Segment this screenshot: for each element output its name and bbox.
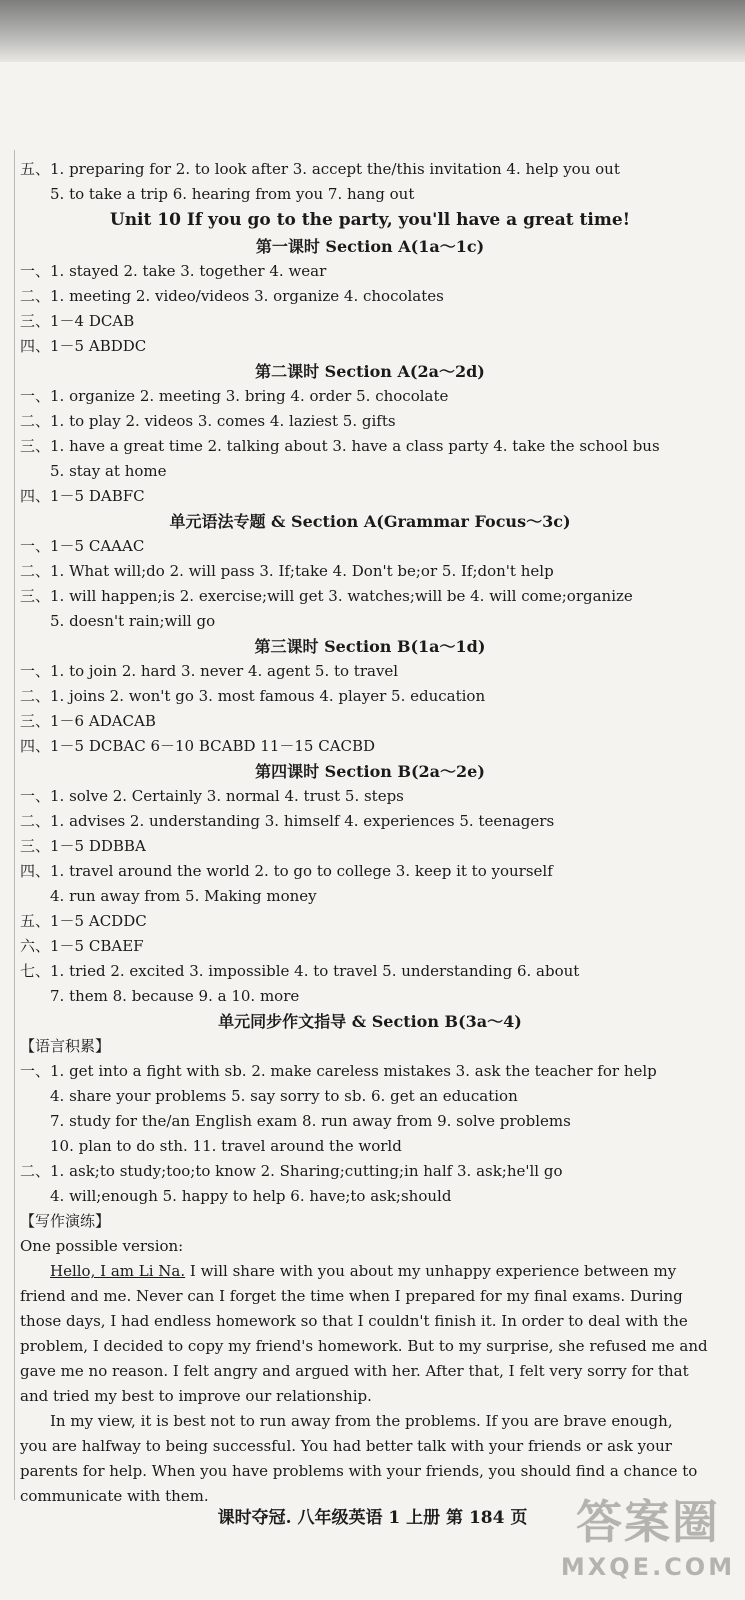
unit-title: Unit 10 If you go to the party, you'll have a great time! xyxy=(109,210,631,230)
binding-margin-line xyxy=(14,150,15,1500)
answer-line: 五、1. preparing for 2. to look after 3. accept the/this invitation 4. help you out xyxy=(20,160,620,178)
answer-line-continued: 5. doesn't rain;will go xyxy=(50,612,216,630)
answer-line: 一、1. to join 2. hard 3. never 4. agent 5. to travel xyxy=(20,662,399,680)
scan-top-shadow xyxy=(0,0,745,62)
answer-line-continued: 10. plan to do sth. 11. travel around the world xyxy=(50,1137,402,1155)
essay-line: those days, I had endless homework so that I couldn't finish it. In order to deal with the xyxy=(20,1312,688,1330)
answer-line: 七、1. tried 2. excited 3. impossible 4. to travel 5. understanding 6. about xyxy=(20,962,580,980)
essay-line: problem, I decided to copy my friend's homework. But to my surprise, she refused me and xyxy=(20,1337,708,1355)
answer-line-continued: 7. study for the/an English exam 8. run away from 9. solve problems xyxy=(50,1112,571,1130)
answer-key-content xyxy=(20,157,720,1509)
answer-line: 六、1－5 CBAEF xyxy=(20,937,144,955)
site-watermark xyxy=(559,1492,737,1592)
essay-line: communicate with them. xyxy=(20,1487,209,1505)
answer-line: 三、1. will happen;is 2. exercise;will get 3. watches;will be 4. will come;organize xyxy=(20,587,633,605)
section-heading: 单元同步作文指导 & Section B(3a～4) xyxy=(218,1012,522,1031)
answer-line: 三、1－6 ADACAB xyxy=(20,712,156,730)
essay-greeting: Hello, I am Li Na. xyxy=(50,1262,186,1280)
answer-line: 二、1. meeting 2. video/videos 3. organize 4. chocolates xyxy=(20,287,444,305)
answer-line: 三、1. have a great time 2. talking about 3. have a class party 4. take the school bus xyxy=(20,437,660,455)
answer-line: 一、1. solve 2. Certainly 3. normal 4. trust 5. steps xyxy=(20,787,404,805)
answer-line-continued: 5. stay at home xyxy=(50,462,167,480)
watermark-url: MXQE.COM xyxy=(560,1553,736,1581)
answer-line: One possible version: xyxy=(20,1237,184,1255)
section-heading: 第三课时 Section B(1a～1d) xyxy=(254,637,486,656)
answer-line: 二、1. ask;to study;too;to know 2. Sharing;cutting;in half 3. ask;he'll go xyxy=(20,1162,563,1180)
essay-first-line-text: I will share with you about my unhappy experience between my xyxy=(185,1262,677,1280)
answer-line-continued: 4. will;enough 5. happy to help 6. have;to ask;should xyxy=(50,1187,452,1205)
answer-line: 三、1－4 DCAB xyxy=(20,312,135,330)
answer-line-continued: 7. them 8. because 9. a 10. more xyxy=(50,987,300,1005)
answer-line: 【语言积累】 xyxy=(20,1037,111,1055)
answer-line: 一、1. stayed 2. take 3. together 4. wear xyxy=(20,262,327,280)
essay-line: parents for help. When you have problems with your friends, you should find a chance to xyxy=(20,1462,698,1480)
answer-line: 一、1－5 CAAAC xyxy=(20,537,145,555)
answer-line: 【写作演练】 xyxy=(20,1212,111,1230)
section-heading: 单元语法专题 & Section A(Grammar Focus～3c) xyxy=(169,512,571,531)
answer-line-continued: 4. run away from 5. Making money xyxy=(50,887,317,905)
essay-first-line xyxy=(20,1259,720,1284)
answer-line: 三、1－5 DDBBA xyxy=(20,837,146,855)
answer-line: 四、1－5 DABFC xyxy=(20,487,145,505)
essay-paragraph-start: In my view, it is best not to run away from the problems. If you are brave enough, xyxy=(50,1412,673,1430)
section-heading: 第一课时 Section A(1a～1c) xyxy=(255,237,485,256)
essay-line: you are halfway to being successful. You had better talk with your friends or ask your xyxy=(20,1437,672,1455)
answer-line: 二、1. joins 2. won't go 3. most famous 4. player 5. education xyxy=(20,687,486,705)
answer-line: 一、1. get into a fight with sb. 2. make careless mistakes 3. ask the teacher for help xyxy=(20,1062,657,1080)
answer-line-continued: 5. to take a trip 6. hearing from you 7. hang out xyxy=(50,185,415,203)
answer-line: 四、1－5 ABDDC xyxy=(20,337,147,355)
answer-line: 二、1. What will;do 2. will pass 3. If;take 4. Don't be;or 5. If;don't help xyxy=(20,562,554,580)
essay-line: gave me no reason. I felt angry and argued with her. After that, I felt very sorry for that xyxy=(20,1362,689,1380)
answer-line-continued: 4. share your problems 5. say sorry to sb. 6. get an education xyxy=(50,1087,518,1105)
section-heading: 第四课时 Section B(2a～2e) xyxy=(255,762,485,781)
answer-line: 二、1. advises 2. understanding 3. himself 4. experiences 5. teenagers xyxy=(20,812,555,830)
answer-line: 五、1－5 ACDDC xyxy=(20,912,147,930)
essay-line: friend and me. Never can I forget the time when I prepared for my final exams. During xyxy=(20,1287,683,1305)
page-footer: 课时夺冠. 八年级英语 1 上册 第 184 页 xyxy=(217,1508,528,1528)
answer-line: 四、1. travel around the world 2. to go to college 3. keep it to yourself xyxy=(20,862,553,880)
answer-line: 四、1－5 DCBAC 6－10 BCABD 11－15 CACBD xyxy=(20,737,376,755)
watermark-logo-text: 答案圈 xyxy=(576,1495,720,1549)
answer-line: 一、1. organize 2. meeting 3. bring 4. order 5. chocolate xyxy=(20,387,449,405)
answer-line: 二、1. to play 2. videos 3. comes 4. laziest 5. gifts xyxy=(20,412,396,430)
section-heading: 第二课时 Section A(2a～2d) xyxy=(255,362,485,381)
essay-line: and tried my best to improve our relationship. xyxy=(20,1387,372,1405)
